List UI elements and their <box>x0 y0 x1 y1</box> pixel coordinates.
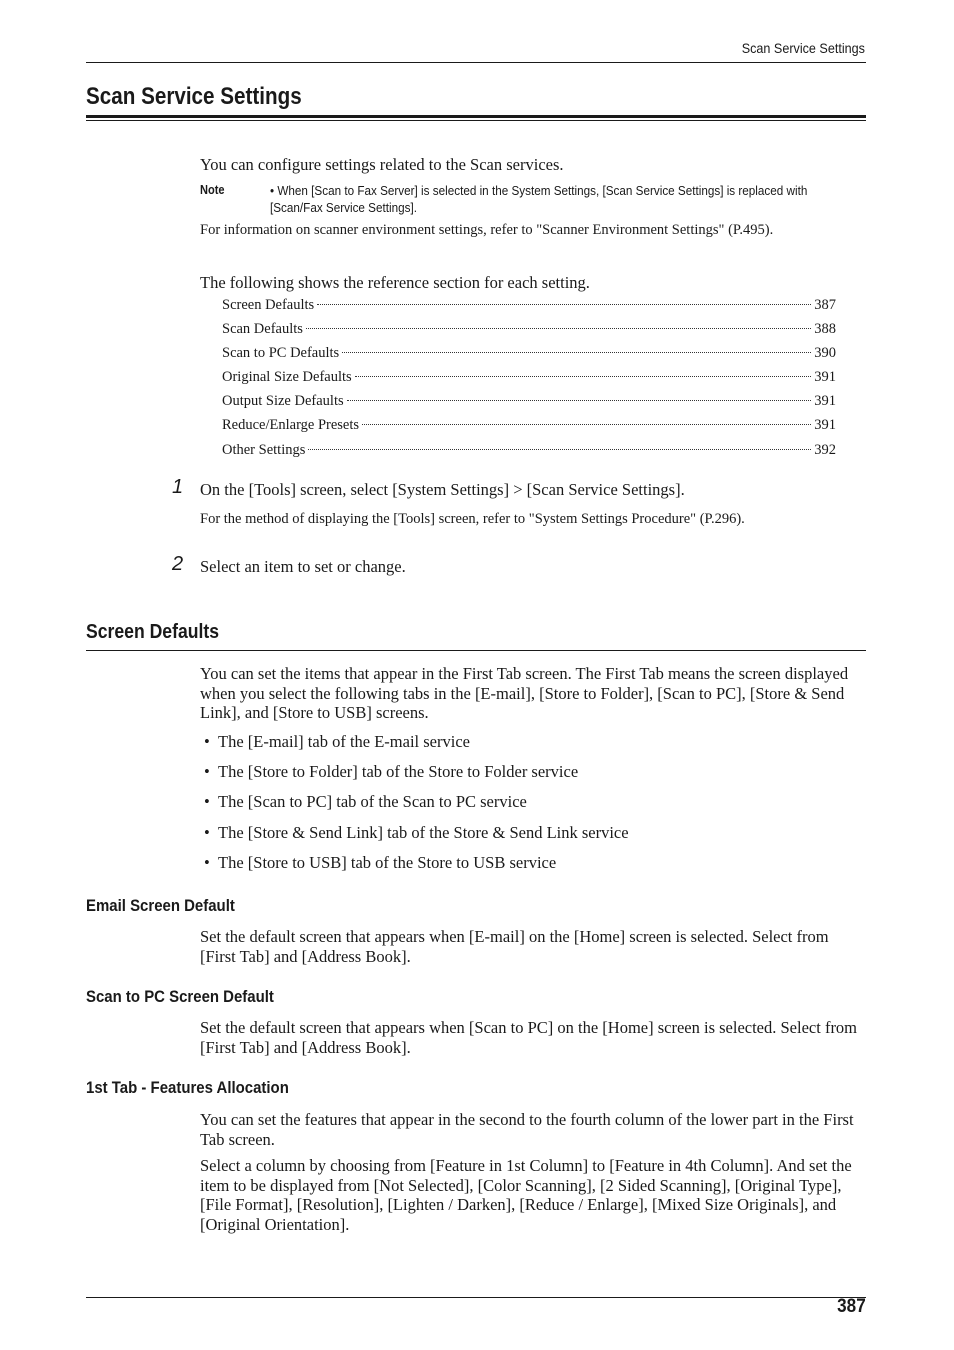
toc-page: 391 <box>814 393 836 409</box>
features-text-2: Select a column by choosing from [Feature in 1st Column] to [Feature in 4th Column]. And set the item to be displayed from [Not Selected], [Color Scanning], [2 Sided Scanning], [Original Type], [File Format], [Resolution], [Lighten / Darken], [Reduce / Enlarge], [Mixed Size Originals], and [Original Orientation]. <box>200 1156 852 1234</box>
toc-label: Original Size Defaults <box>222 369 352 385</box>
intro-text: You can configure settings related to the Scan services. <box>200 155 564 174</box>
running-header: Scan Service Settings <box>741 40 865 56</box>
toc-label: Reduce/Enlarge Presets <box>222 417 360 433</box>
note-text: • When [Scan to Fax Server] is selected in the System Settings, [Scan Service Settings] is replaced with [Scan/Fax Service Settings]. <box>270 183 808 215</box>
toc-leader <box>362 424 811 425</box>
toc-leader <box>306 328 811 329</box>
bullet-item: • The [Store & Send Link] tab of the Store & Send Link service <box>218 823 629 843</box>
title-rule-thick <box>86 115 866 118</box>
toc-label: Output Size Defaults <box>222 393 344 409</box>
step-text: Select an item to set or change. <box>200 557 406 576</box>
step-text: On the [Tools] screen, select [System Settings] > [Scan Service Settings]. <box>200 480 685 499</box>
bullet-item: • The [Store to USB] tab of the Store to USB service <box>218 853 556 873</box>
bullet-item: • The [Store to Folder] tab of the Store to Folder service <box>218 762 578 782</box>
subsection-heading: 1st Tab - Features Allocation <box>86 1078 289 1097</box>
toc-page: 390 <box>814 345 836 361</box>
footer-rule <box>86 1297 866 1298</box>
toc-label: Scan Defaults <box>222 321 303 337</box>
title-rule-thin <box>86 120 866 121</box>
features-text-1: You can set the features that appear in the second to the fourth column of the lower part in the First Tab screen. <box>200 1110 854 1149</box>
toc-intro: The following shows the reference section for each setting. <box>200 273 590 292</box>
toc-leader <box>347 400 812 401</box>
header-rule <box>86 62 866 63</box>
step-number: 1 <box>172 476 184 498</box>
toc-leader <box>317 304 811 305</box>
toc-page: 391 <box>814 369 836 385</box>
step-number: 2 <box>172 553 184 575</box>
section-heading: Screen Defaults <box>86 621 220 643</box>
toc-leader <box>308 449 811 450</box>
page-number: 387 <box>837 1296 866 1317</box>
toc-item[interactable] <box>222 321 836 338</box>
toc-page: 388 <box>814 321 836 337</box>
toc-leader <box>355 376 812 377</box>
subsection-heading: Email Screen Default <box>86 896 235 915</box>
bullet-item: • The [Scan to PC] tab of the Scan to PC service <box>218 792 527 812</box>
toc-page: 387 <box>814 297 836 313</box>
toc-item[interactable] <box>222 417 836 434</box>
toc-item[interactable] <box>222 393 836 410</box>
scanpc-default-text: Set the default screen that appears when [Scan to PC] on the [Home] screen is selected. Select from [First Tab] and [Address Book]. <box>200 1018 858 1057</box>
toc-item[interactable] <box>222 369 836 386</box>
toc-page: 392 <box>814 442 836 458</box>
page-title: Scan Service Settings <box>86 83 302 110</box>
info-text: For information on scanner environment settings, refer to "Scanner Environment Settings" (P.495). <box>200 222 774 238</box>
toc-label: Other Settings <box>222 442 306 458</box>
toc-label: Screen Defaults <box>222 297 315 313</box>
bullet-item: • The [E-mail] tab of the E-mail service <box>218 732 470 752</box>
toc-leader <box>342 352 811 353</box>
step-subtext: For the method of displaying the [Tools] screen, refer to "System Settings Procedure" (P.296). <box>200 511 745 527</box>
toc-item[interactable] <box>222 345 836 362</box>
toc-item[interactable] <box>222 442 836 459</box>
note-label: Note <box>200 182 225 197</box>
toc-item[interactable] <box>222 297 836 314</box>
toc-label: Scan to PC Defaults <box>222 345 340 361</box>
email-default-text: Set the default screen that appears when [E-mail] on the [Home] screen is selected. Select from [First Tab] and [Address Book]. <box>200 927 829 966</box>
subsection-heading: Scan to PC Screen Default <box>86 987 274 1006</box>
toc-page: 391 <box>814 417 836 433</box>
screen-defaults-intro: You can set the items that appear in the First Tab screen. The First Tab means the screen displayed when you select the following tabs in the [E-mail], [Store to Folder], [Scan to PC], [Store & Send Link], and [Store to USB] screens. <box>200 664 849 722</box>
section-rule <box>86 650 866 651</box>
